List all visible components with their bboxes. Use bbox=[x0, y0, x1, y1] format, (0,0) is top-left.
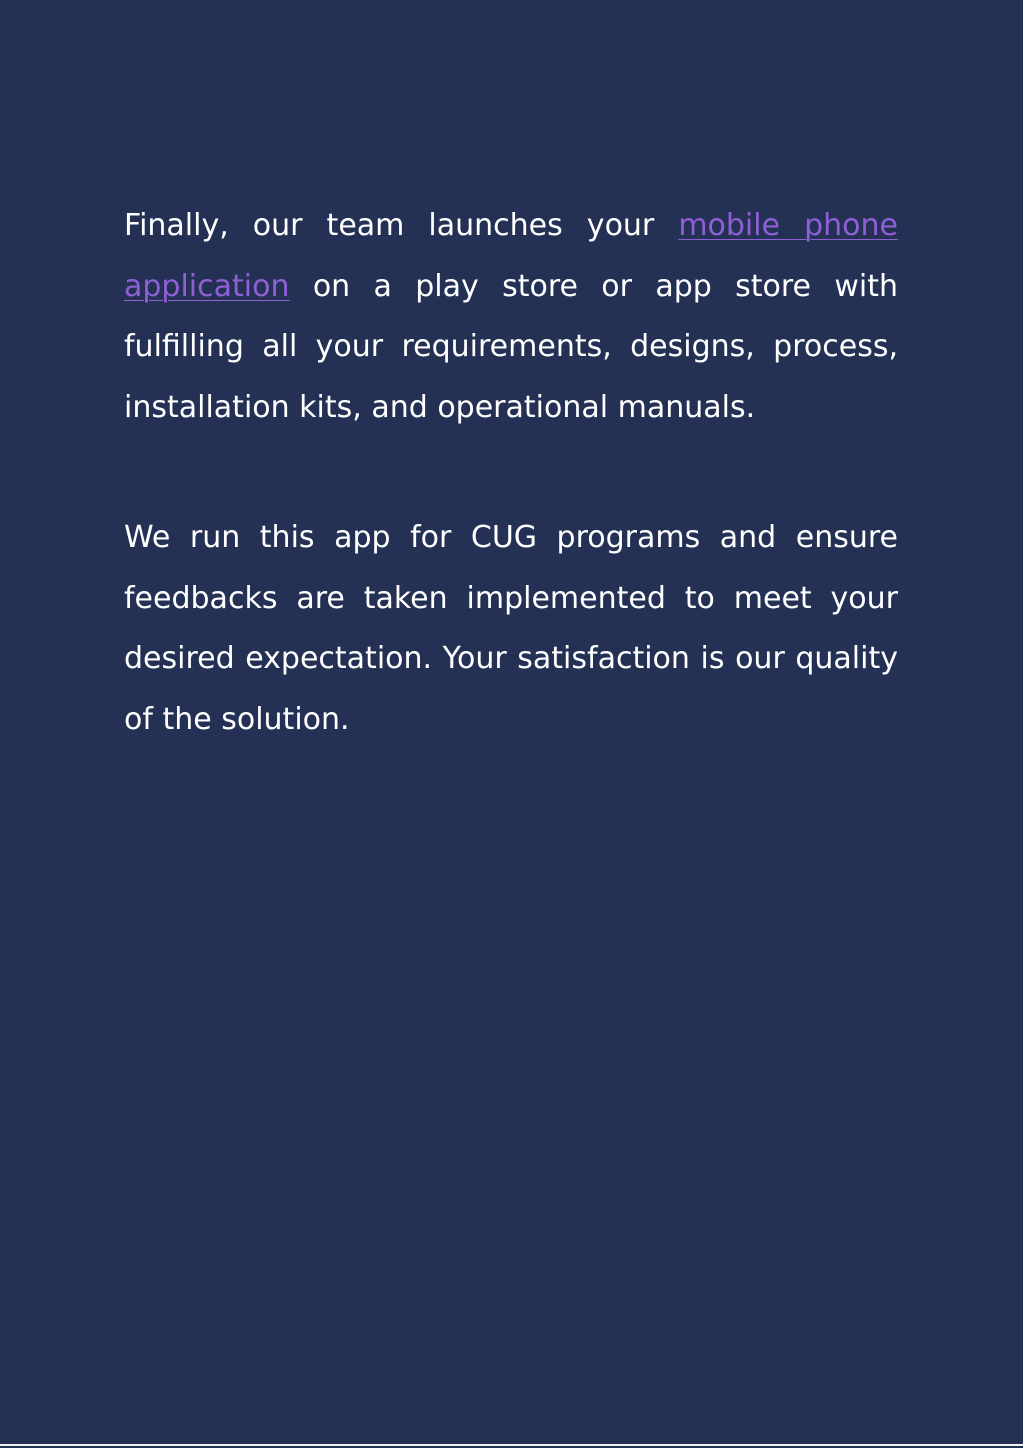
paragraph-launch-intro: Finally, our team launches your bbox=[124, 208, 679, 243]
mobile-phone-application-link[interactable]: mobile phone application bbox=[124, 208, 898, 304]
paragraph-launch bbox=[124, 196, 898, 438]
paragraph-cug: We run this app for CUG programs and ensure feedbacks are taken implemented to meet your desired expectation. Your satisfaction is our quality of the solution. bbox=[124, 520, 898, 737]
document-body bbox=[124, 196, 898, 750]
paragraph-launch-rest: on a play store or app store with fulfilling all your requirements, designs, process, installation kits, and operational manuals. bbox=[124, 268, 898, 425]
page-bottom-edge bbox=[0, 1444, 1023, 1446]
